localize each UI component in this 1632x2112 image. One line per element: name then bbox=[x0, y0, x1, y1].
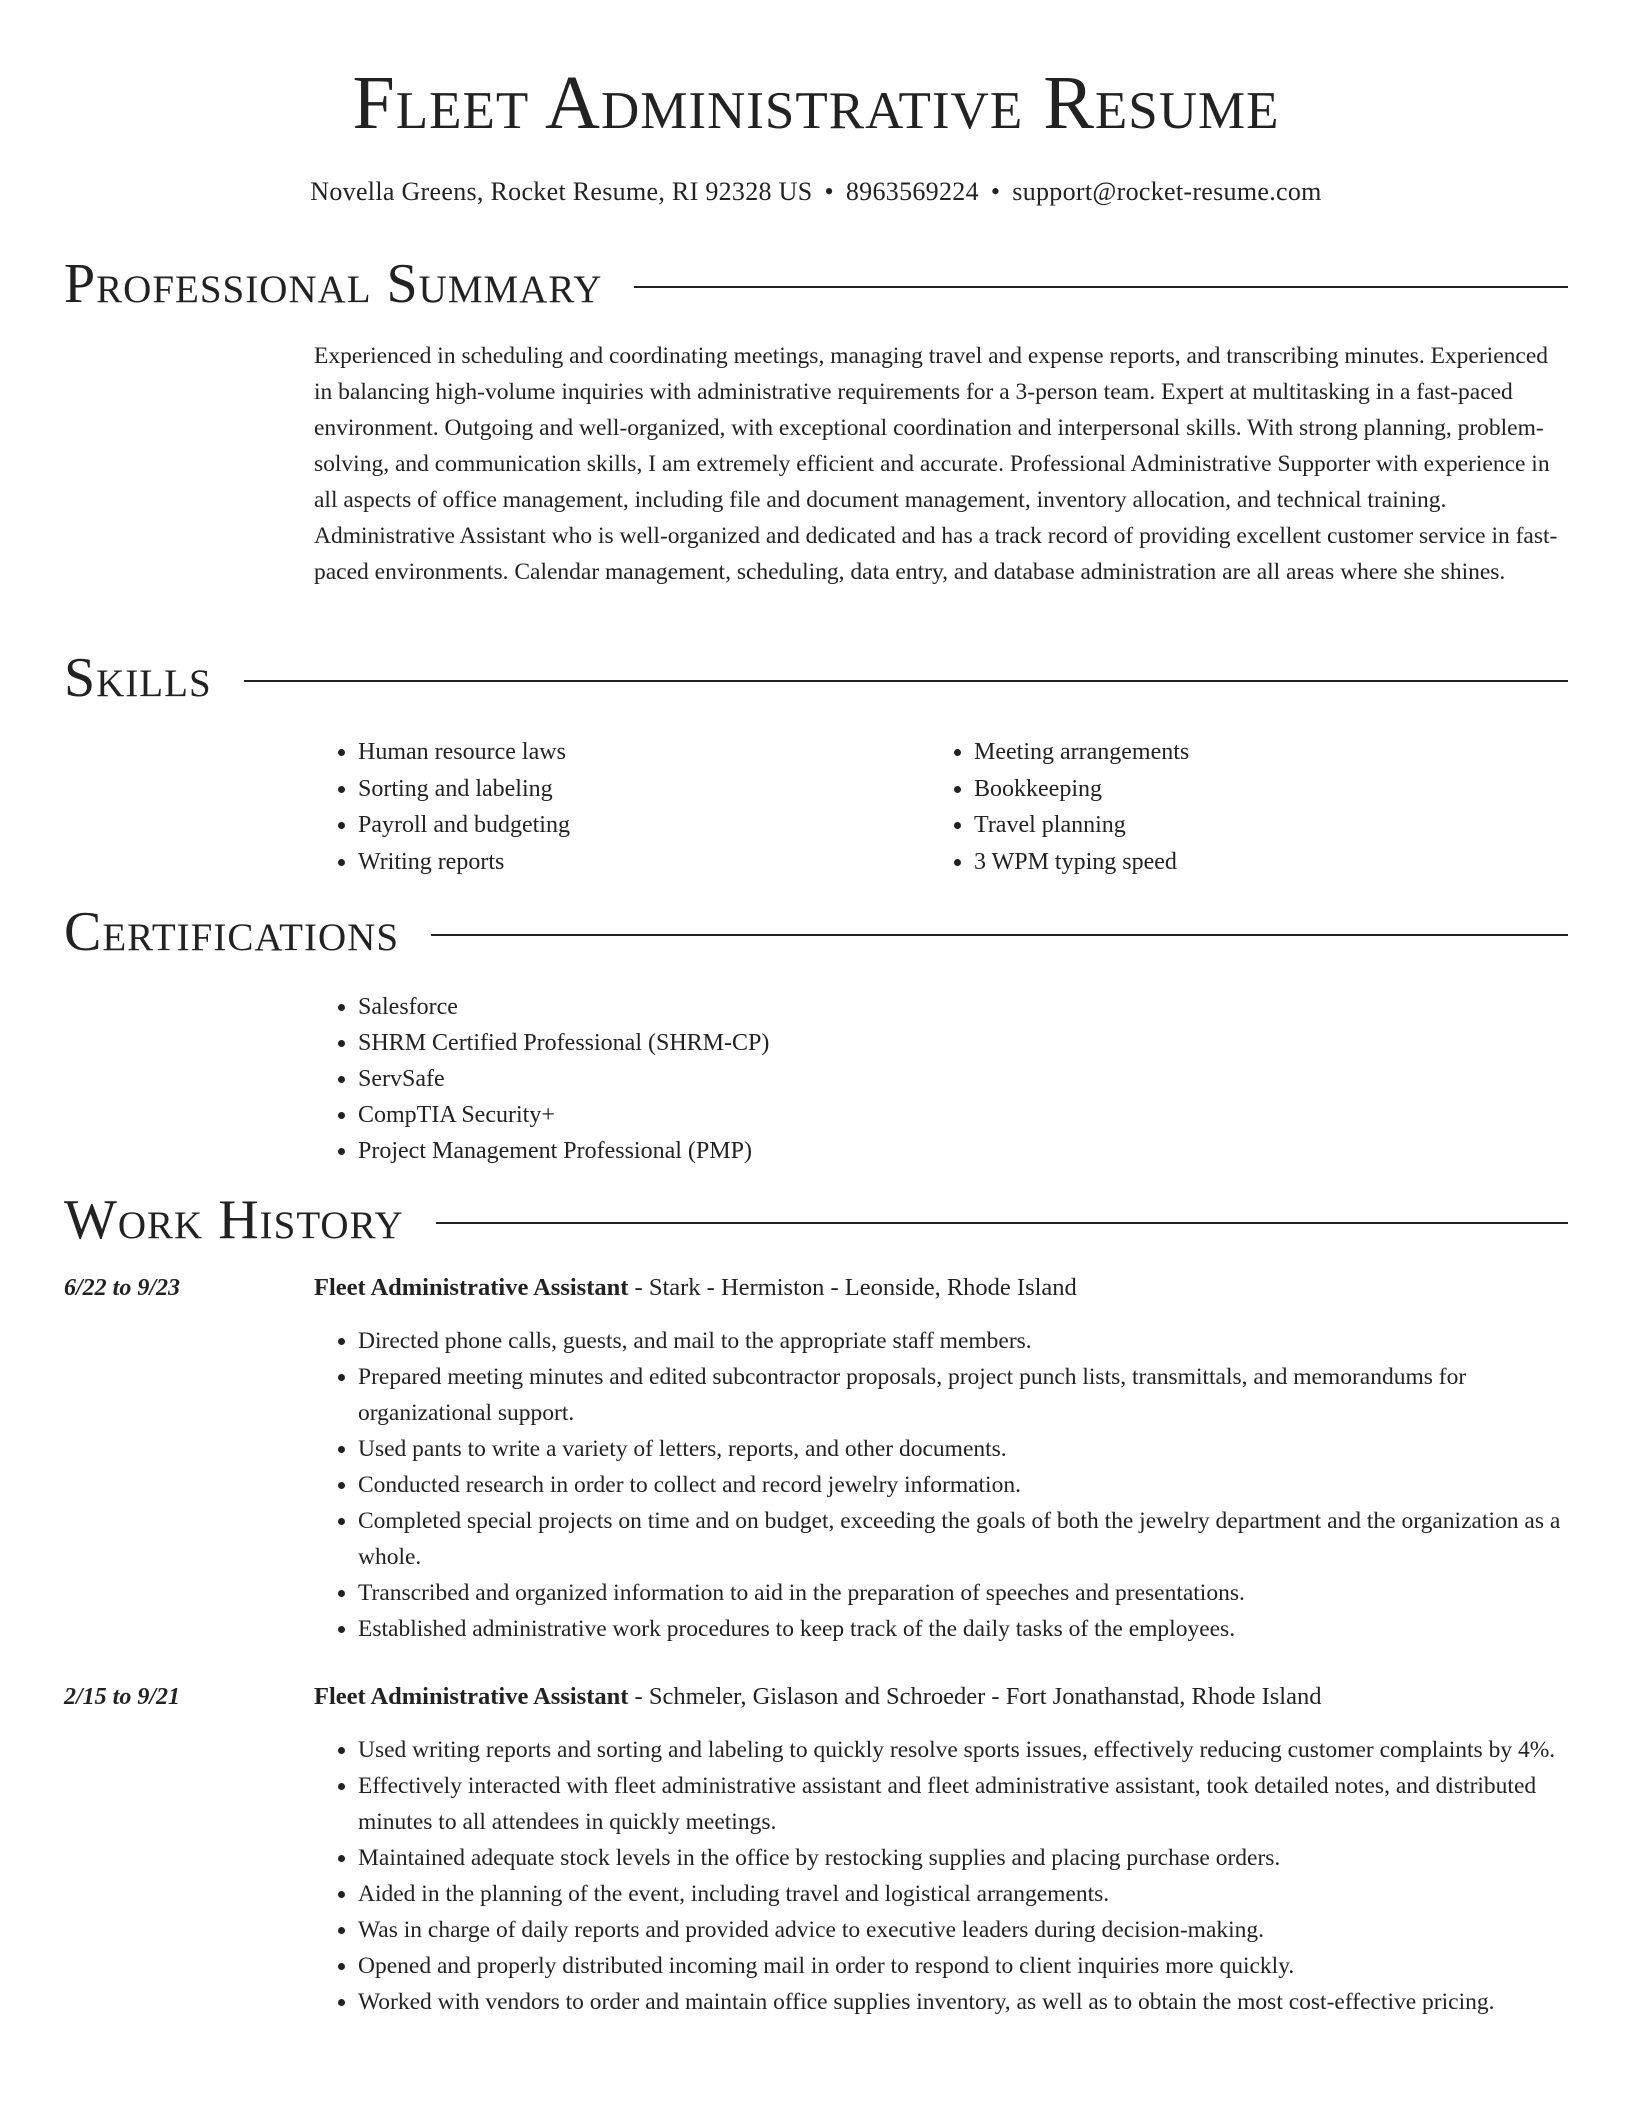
certifications-section-header bbox=[64, 900, 1568, 964]
work-history-heading: Work History bbox=[64, 1189, 404, 1251]
certification-item: • SHRM Certified Professional (SHRM-CP) bbox=[358, 1025, 1558, 1061]
job-title-line bbox=[314, 1270, 1568, 1306]
job-role: Fleet Administrative Assistant bbox=[314, 1274, 629, 1301]
contact-line bbox=[0, 174, 1632, 210]
contact-separator: • bbox=[990, 177, 1001, 206]
certifications-heading: Certifications bbox=[64, 901, 400, 963]
skill-item: • Payroll and budgeting bbox=[358, 807, 938, 844]
section-divider bbox=[634, 286, 1568, 288]
job-bullet: • Conducted research in order to collect and record jewelry information. bbox=[358, 1467, 1568, 1503]
summary-section-header bbox=[64, 252, 1568, 316]
job-bullet: • Effectively interacted with fleet administrative assistant and fleet administrative assistant, took detailed notes, and distributed minutes to all attendees in quickly meetings. bbox=[358, 1768, 1568, 1840]
resume-title: Fleet Administrative Resume bbox=[352, 61, 1280, 145]
job-bullet: • Established administrative work procedures to keep track of the daily tasks of the employees. bbox=[358, 1611, 1568, 1647]
job-dates: 6/22 to 9/23 bbox=[64, 1275, 181, 1301]
section-divider bbox=[244, 680, 1568, 682]
skill-item: • Bookkeeping bbox=[974, 771, 1554, 808]
job-bullet: • Aided in the planning of the event, including travel and logistical arrangements. bbox=[358, 1876, 1568, 1912]
job-bullet: • Used writing reports and sorting and labeling to quickly resolve sports issues, effectively reducing customer complaints by 4%. bbox=[358, 1732, 1568, 1768]
skill-item: • Writing reports bbox=[358, 844, 938, 881]
skills-list-right bbox=[930, 734, 1554, 880]
skill-item: • Meeting arrangements bbox=[974, 734, 1554, 771]
summary-text: Experienced in scheduling and coordinating meetings, managing travel and expense reports, and transcribing minutes. Experienced in balancing high-volume inquiries with administrative requirements for a 3-person team. Expert at multitasking in a fast-paced environment. Outgoing and well-organized, with exceptional coordination and interpersonal skills. With strong planning, problem-solving, and communication skills, I am extremely efficient and accurate. Professional Administrative Supporter with experience in all aspects of office management, including file and document management, inventory allocation, and technical training. Administrative Assistant who is well-organized and dedicated and has a track record of providing excellent customer service in fast-paced environments. Calendar management, scheduling, data entry, and database administration are all areas where she shines. bbox=[314, 343, 1558, 585]
certification-item: • Project Management Professional (PMP) bbox=[358, 1133, 1558, 1169]
work-history-section-header bbox=[64, 1188, 1568, 1252]
job-role: Fleet Administrative Assistant bbox=[314, 1683, 629, 1710]
certification-item: • ServSafe bbox=[358, 1061, 1558, 1097]
contact-separator: • bbox=[824, 177, 834, 206]
certification-item: • CompTIA Security+ bbox=[358, 1097, 1558, 1133]
job-bullet: • Transcribed and organized information to aid in the preparation of speeches and presentations. bbox=[358, 1575, 1568, 1611]
skill-item: • Travel planning bbox=[974, 807, 1554, 844]
job-bullet: • Directed phone calls, guests, and mail to the appropriate staff members. bbox=[358, 1323, 1568, 1359]
job-title-line bbox=[314, 1679, 1568, 1715]
skills-list-left bbox=[314, 734, 938, 880]
job-bullet: • Worked with vendors to order and maintain office supplies inventory, as well as to obtain the most cost-effective pricing. bbox=[358, 1984, 1568, 2020]
contact-address: Novella Greens, Rocket Resume, RI 92328 US bbox=[310, 177, 813, 206]
contact-email: support@rocket-resume.com bbox=[1012, 177, 1322, 206]
job-bullet: • Used pants to write a variety of letters, reports, and other documents. bbox=[358, 1431, 1568, 1467]
job-bullet: • Opened and properly distributed incoming mail in order to respond to client inquiries more quickly. bbox=[358, 1948, 1568, 1984]
job-bullet-list bbox=[314, 1323, 1568, 1647]
job-bullet: • Was in charge of daily reports and provided advice to executive leaders during decision-making. bbox=[358, 1912, 1568, 1948]
skill-item: • Sorting and labeling bbox=[358, 771, 938, 808]
section-divider bbox=[431, 934, 1568, 936]
job-dates: 2/15 to 9/21 bbox=[64, 1684, 181, 1710]
skill-item: • 3 WPM typing speed bbox=[974, 844, 1554, 881]
skills-section-header bbox=[64, 646, 1568, 710]
job-bullet: • Maintained adequate stock levels in the office by restocking supplies and placing purchase orders. bbox=[358, 1840, 1568, 1876]
certification-item: • Salesforce bbox=[358, 989, 1558, 1025]
certifications-list bbox=[314, 989, 1558, 1169]
contact-phone: 8963569224 bbox=[845, 177, 979, 206]
job-bullet: • Completed special projects on time and on budget, exceeding the goals of both the jewelry department and the organization as a whole. bbox=[358, 1503, 1568, 1575]
summary-heading: Professional Summary bbox=[64, 253, 603, 315]
skill-item: • Human resource laws bbox=[358, 734, 938, 771]
section-divider bbox=[436, 1222, 1568, 1224]
job-bullet-list bbox=[314, 1732, 1568, 2020]
job-employer-location: - Schmeler, Gislason and Schroeder - Fort Jonathanstad, Rhode Island bbox=[628, 1683, 1322, 1710]
job-bullet: • Prepared meeting minutes and edited subcontractor proposals, project punch lists, transmittals, and memorandums for organizational support. bbox=[358, 1359, 1568, 1431]
skills-heading: Skills bbox=[64, 647, 212, 709]
job-employer-location: - Stark - Hermiston - Leonside, Rhode Island bbox=[628, 1274, 1077, 1301]
